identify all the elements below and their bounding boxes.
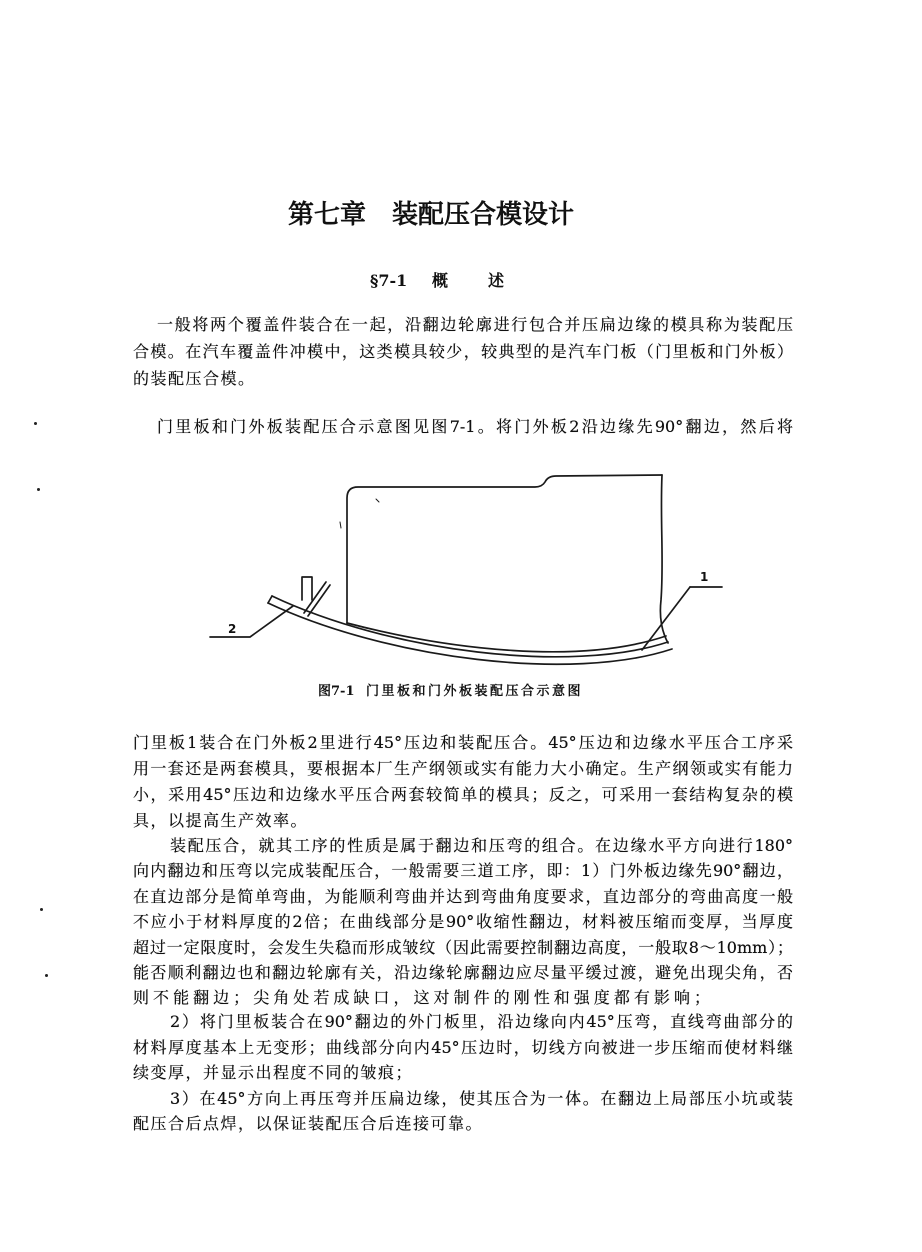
inner-door-panel-outline [347, 475, 662, 623]
scan-speck [40, 908, 43, 911]
scan-mark [376, 499, 379, 502]
body-line: 小，采用45°压边和边缘水平压合两套较简单的模具；反之，可采用一套结构复杂的模 [133, 785, 793, 804]
body-line: 则不能翻边；尖角处若成缺口，这对制件的刚性和强度都有影响； [133, 988, 710, 1007]
body-line: 3）在45°方向上再压弯并压扁边缘，使其压合为一体。在翻边上局部压小坑或装 [170, 1089, 793, 1108]
scan-speck [37, 488, 40, 491]
body-line: 能否顺利翻边也和翻边轮廓有关，沿边缘轮廓翻边应尽量平缓过渡，避免出现尖角，否 [133, 963, 793, 982]
press-tool-slant-a [304, 582, 326, 613]
figure-number: 图7-1 [318, 684, 355, 699]
scan-mark [340, 522, 341, 528]
part-label-1: 1 [700, 570, 709, 584]
body-line: 超过一定限度时，会发生失稳而形成皱纹（因此需要控制翻边高度，一般取8～10mm）； [133, 938, 793, 957]
figure-door-panel-diagram [190, 460, 750, 685]
press-tool-body [302, 577, 312, 600]
outer-door-panel-upper-edge [272, 596, 668, 657]
part-label-2: 2 [228, 622, 237, 636]
section-number: §7-1 [370, 271, 408, 290]
outer-door-panel-lower-edge [268, 603, 672, 664]
body-line: 的装配压合模。 [133, 369, 256, 388]
body-line: 用一套还是两套模具，要根据本厂生产纲领或实有能力大小确定。生产纲领或实有能力 [133, 759, 793, 778]
body-line: 合模。在汽车覆盖件冲模中，这类模具较少，较典型的是汽车门板（门里板和门外板） [133, 342, 793, 361]
scan-speck [45, 974, 48, 977]
body-line: 门里板1装合在门外板2里进行45°压边和装配压合。45°压边和边缘水平压合工序采 [133, 733, 793, 752]
body-line: 配压合后点焊，以保证装配压合后连接可靠。 [133, 1114, 484, 1133]
section-title: 概述 [432, 271, 545, 290]
chapter-title [288, 197, 574, 233]
outer-door-panel-end-cap [268, 596, 272, 603]
body-line: 一般将两个覆盖件装合在一起，沿翻边轮廓进行包合并压扁边缘的模具称为装配压 [157, 315, 793, 334]
scan-speck [34, 422, 37, 425]
chapter-number: 第七章 [288, 200, 367, 230]
body-line: 装配压合，就其工序的性质是属于翻边和压弯的组合。在边缘水平方向进行180° [170, 836, 793, 855]
label-2-leader [210, 606, 293, 637]
body-line: 材料厚度基本上无变形；曲线部分向内45°压边时，切线方向被进一步压缩而使材料继 [133, 1038, 793, 1057]
body-line: 具，以提高生产效率。 [133, 811, 309, 830]
figure-caption: 门里板和门外板装配压合示意图 [366, 684, 584, 699]
body-line: 不应小于材料厚度的2倍；在曲线部分是90°收缩性翻边，材料被压缩而变厚，当厚度 [133, 912, 793, 931]
body-line: 续变厚，并显示出程度不同的皱痕； [133, 1063, 414, 1082]
body-line: 向内翻边和压弯以完成装配压合，一般需要三道工序，即：1）门外板边缘先90°翻边， [133, 861, 793, 880]
chapter-name: 装配压合模设计 [392, 200, 575, 230]
body-line: 2）将门里板装合在90°翻边的外门板里，沿边缘向内45°压弯，直线弯曲部分的 [170, 1012, 793, 1031]
body-line: 在直边部分是简单弯曲，为能顺利弯曲并达到弯曲角度要求，直边部分的弯曲高度一般 [133, 887, 793, 906]
body-line: 门里板和门外板装配压合示意图见图7-1。将门外板2沿边缘先90°翻边，然后将 [157, 417, 793, 436]
